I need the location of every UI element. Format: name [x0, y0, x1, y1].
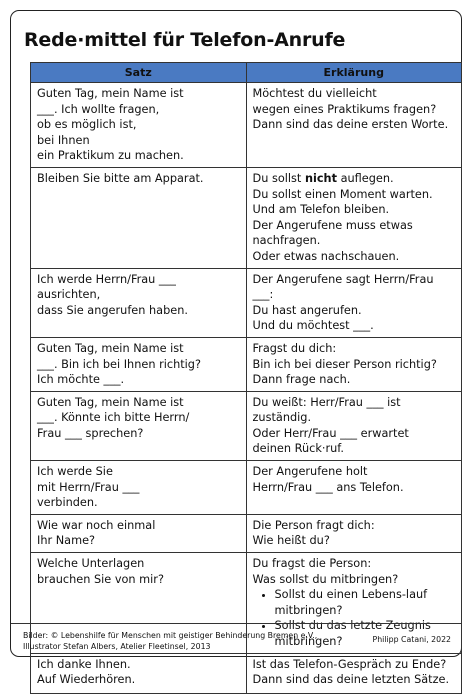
phrase-cell: Wie war noch einmal Ihr Name? [31, 514, 247, 552]
explanation-cell: Du weißt: Herr/Frau ___ ist zuständig. Oder Herr/Frau ___ erwartet deinen Rück·ruf. [246, 391, 462, 460]
list-item: • Sollst du einen Lebens-lauf mitbringen? [275, 587, 457, 618]
worksheet-card [10, 10, 462, 687]
phrase-cell: Ich werde Herrn/Frau ___ ausrichten, dass Sie angerufen haben. [31, 268, 247, 337]
table-row [31, 391, 462, 460]
image-credits: Bilder: © Lebenshilfe für Menschen mit geistiger Behinderung Bremen e.V., Illustrator Stefan Albers, Atelier Fleetinsel, 2013 [23, 631, 318, 651]
explanation-cell: Ist das Telefon-Gespräch zu Ende? Dann sind das deine letzten Sätze. [246, 653, 462, 693]
author-credit: Philipp Catani, 2022 [372, 635, 451, 644]
explanation-text: Du sollst [252, 171, 305, 185]
list-item: • Sollst du das letzte Zeugnis mitbringen? [275, 618, 457, 649]
phrase-cell: Guten Tag, mein Name ist ___. Könnte ich bitte Herrn/ Frau ___ sprechen? [31, 391, 247, 460]
explanation-cell [246, 167, 462, 268]
explanation-cell: Die Person fragt dich: Wie heißt du? [246, 514, 462, 552]
table-row [31, 514, 462, 552]
column-header-satz: Satz [31, 63, 247, 83]
emphasis-text: nicht [304, 171, 337, 185]
explanation-cell: Der Angerufene sagt Herrn/Frau ___: Du hast angerufen. Und du möchtest ___. [246, 268, 462, 337]
table-row [31, 167, 462, 268]
footer-divider [11, 623, 461, 624]
explanation-cell: Möchtest du vielleicht wegen eines Praktikums fragen? Dann sind das deine ersten Worte. [246, 83, 462, 168]
table-header-row [31, 63, 462, 83]
phrase-cell: Ich werde Sie mit Herrn/Frau ___ verbinden. [31, 461, 247, 515]
phrases-table [30, 62, 462, 694]
page-title: Rede·mittel für Telefon-Anrufe [24, 29, 346, 51]
phrase-cell: Welche Unterlagen brauchen Sie von mir? [31, 553, 247, 654]
explanation-text: auflegen. Du sollst einen Moment warten. Und am Telefon bleiben. Der Angerufene muss etwas nachfragen. Oder etwas nachschauen. [252, 171, 433, 263]
table-row [31, 461, 462, 515]
phrase-cell: Guten Tag, mein Name ist ___. Ich wollte fragen, ob es möglich ist, bei Ihnen ein Praktikum zu machen. [31, 83, 247, 168]
table-row [31, 268, 462, 337]
explanation-text: Du fragst die Person: Was sollst du mitbringen? [252, 557, 399, 586]
phrase-cell: Bleiben Sie bitte am Apparat. [31, 167, 247, 268]
phrase-cell: Ich danke Ihnen. Auf Wiederhören. [31, 653, 247, 693]
phrase-cell: Guten Tag, mein Name ist ___. Bin ich bei Ihnen richtig? Ich möchte ___. [31, 337, 247, 391]
table-row [31, 83, 462, 168]
explanation-cell: Der Angerufene holt Herrn/Frau ___ ans Telefon. [246, 461, 462, 515]
table-row [31, 337, 462, 391]
table-row [31, 653, 462, 693]
column-header-erklaerung: Erklärung [246, 63, 462, 83]
explanation-cell: Fragst du dich: Bin ich bei dieser Person richtig? Dann frage nach. [246, 337, 462, 391]
